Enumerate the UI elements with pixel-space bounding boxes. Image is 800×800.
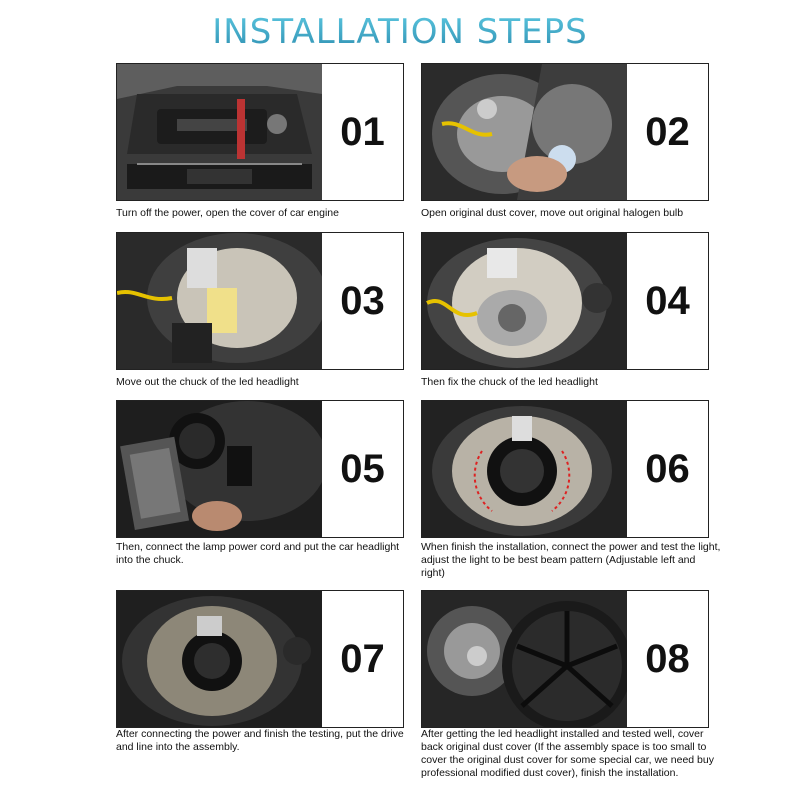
step-number: 05 bbox=[340, 446, 385, 491]
step-caption: After getting the led headlight installed and tested well, cover back original dust cover (If the assembly space is too small to cover the original dust cover for some special car, we need buy professional modified dust cover), finish the installation. bbox=[421, 728, 714, 779]
step-photo-dust-cover bbox=[422, 591, 627, 727]
step-card-01 bbox=[116, 63, 404, 201]
step-caption: After connecting the power and finish the testing, put the drive and line into the assembly. bbox=[116, 728, 404, 753]
step-photo-test-light bbox=[422, 401, 627, 537]
step-number: 02 bbox=[645, 109, 690, 154]
step-photo-remove-chuck bbox=[117, 233, 322, 369]
step-card-02 bbox=[421, 63, 709, 201]
step-card-05 bbox=[116, 400, 404, 538]
step-caption: Then fix the chuck of the led headlight bbox=[421, 376, 598, 388]
step-caption: Then, connect the lamp power cord and put the car headlight into the chuck. bbox=[116, 541, 400, 566]
step-card-07 bbox=[116, 590, 404, 728]
step-card-04 bbox=[421, 232, 709, 370]
step-caption: Move out the chuck of the led headlight bbox=[116, 376, 299, 388]
step-card-06 bbox=[421, 400, 709, 538]
step-caption: Turn off the power, open the cover of car engine bbox=[116, 207, 339, 219]
step-photo-remove-halogen bbox=[422, 64, 627, 200]
step-number: 08 bbox=[645, 636, 690, 681]
step-card-03 bbox=[116, 232, 404, 370]
page-title: INSTALLATION STEPS bbox=[0, 12, 800, 52]
step-number: 04 bbox=[645, 278, 690, 323]
step-number: 06 bbox=[645, 446, 690, 491]
step-caption: Open original dust cover, move out original halogen bulb bbox=[421, 207, 684, 219]
step-number: 01 bbox=[340, 109, 385, 154]
step-caption: When finish the installation, connect the power and test the light, adjust the light to be best beam pattern (Adjustable left and right) bbox=[421, 541, 721, 579]
step-card-08 bbox=[421, 590, 709, 728]
step-photo-engine-bay bbox=[117, 64, 322, 200]
step-photo-assembly bbox=[117, 591, 322, 727]
step-photo-fix-chuck bbox=[422, 233, 627, 369]
step-number: 07 bbox=[340, 636, 385, 681]
step-number: 03 bbox=[340, 278, 385, 323]
step-photo-connect-cord bbox=[117, 401, 322, 537]
